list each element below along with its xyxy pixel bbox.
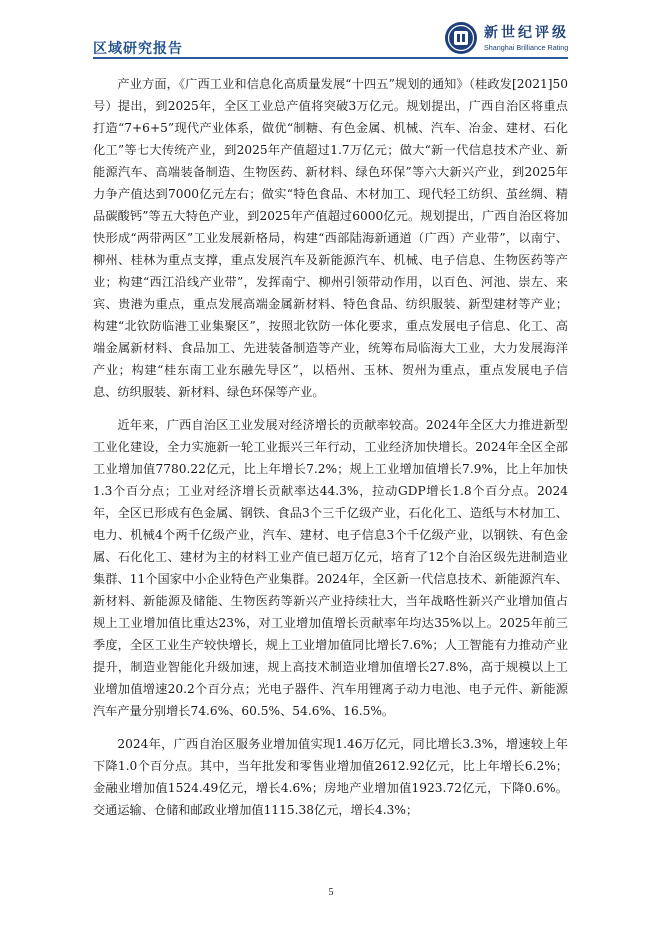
- logo-name-cn: 新世纪评级: [484, 25, 569, 41]
- page-header: [0, 0, 662, 64]
- page-number: 5: [328, 887, 334, 898]
- header-divider: [93, 57, 568, 59]
- report-title: 区域研究报告: [93, 41, 183, 57]
- shield-logo-icon: [444, 21, 478, 55]
- report-body: [93, 73, 568, 832]
- brand-logo: [444, 21, 568, 55]
- paragraph-industry-growth: 近年来，广西自治区工业发展对经济增长的贡献率较高。2024年全区大力推进新型工业化建设，全力实施新一轮工业振兴三年行动，工业经济加快增长。2024年全区全部工业增加值7780.22亿元，比上年增长7.2%；规上工业增加值增长7.9%，比上年加快1.3个百分点；工业对经济增长贡献率达44.3%，拉动GDP增长1.8个百分点。2024年，全区已形成有色金属、钢铁、食品3个三千亿级产业，石化化工、造纸与木材加工、电力、机械4个两千亿级产业，汽车、建材、电子信息3个千亿级产业，以钢铁、有色金属、石化化工、建材为主的材料工业产值已超万亿元，培育了12个自治区级先进制造业集群、11个国家中小企业特色产业集群。2024年，全区新一代信息技术、新能源汽车、新材料、新能源及储能、生物医药等新兴产业持续壮大，当年战略性新兴产业增加值占规上工业增加值比重达23%，对工业增加值增长贡献率年均达35%以上。2025年前三季度，全区工业生产较快增长，规上工业增加值同比增长7.6%；人工智能有力推动产业提升，制造业智能化升级加速，规上高技术制造业增加值增长27.8%，高于规模以上工业增加值增速20.2个百分点；光电子器件、汽车用锂离子动力电池、电子元件、新能源汽车产量分别增长74.6%、60.5%、54.6%、16.5%。: [93, 418, 568, 718]
- paragraph-service-sector: 2024年，广西自治区服务业增加值实现1.46万亿元，同比增长3.3%，增速较上年下降1.0个百分点。其中，当年批发和零售业增加值2612.92亿元，比上年增长6.2%；金融业增加值1524.49亿元，增长4.6%；房地产业增加值1923.72亿元，下降0.6%。交通运输、仓储和邮政业增加值1115.38亿元，增长4.3%；: [93, 737, 568, 817]
- logo-name-en: Shanghai Brilliance Rating: [484, 43, 569, 52]
- paragraph-industry-plan: 产业方面，《广西工业和信息化高质量发展“十四五”规划的通知》（桂政发[2021]50号）提出，到2025年，全区工业总产值将突破3万亿元。规划提出，广西自治区将重点打造“7+6+5”现代产业体系，做优“制糖、有色金属、机械、汽车、冶金、建材、石化化工”等七大传统产业，到2025年产值超过1.7万亿元；做大“新一代信息技术产业、新能源汽车、高端装备制造、生物医药、新材料、绿色环保”等六大新兴产业，到2025年力争产值达到7000亿元左右；做实“特色食品、木材加工、现代轻工纺织、茧丝绸、精品碳酸钙”等五大特色产业，到2025年产值超过6000亿元。规划提出，广西自治区将加快形成“两带两区”工业发展新格局，构建“西部陆海新通道（广西）产业带”，以南宁、柳州、桂林为重点支撑，重点发展汽车及新能源汽车、机械、电子信息、生物医药等产业；构建“西江沿线产业带”，发挥南宁、柳州引领带动作用，以百色、河池、崇左、来宾、贵港为重点，重点发展高端金属新材料、特色食品、纺织服装、新型建材等产业；构建“北钦防临港工业集聚区”，按照北钦防一体化要求，重点发展电子信息、化工、高端金属新材料、食品加工、先进装备制造等产业，统筹布局临海大工业，大力发展海洋产业；构建“桂东南工业东融先导区”，以梧州、玉林、贺州为重点，重点发展电子信息、纺织服装、新材料、绿色环保等产业。: [93, 77, 568, 399]
